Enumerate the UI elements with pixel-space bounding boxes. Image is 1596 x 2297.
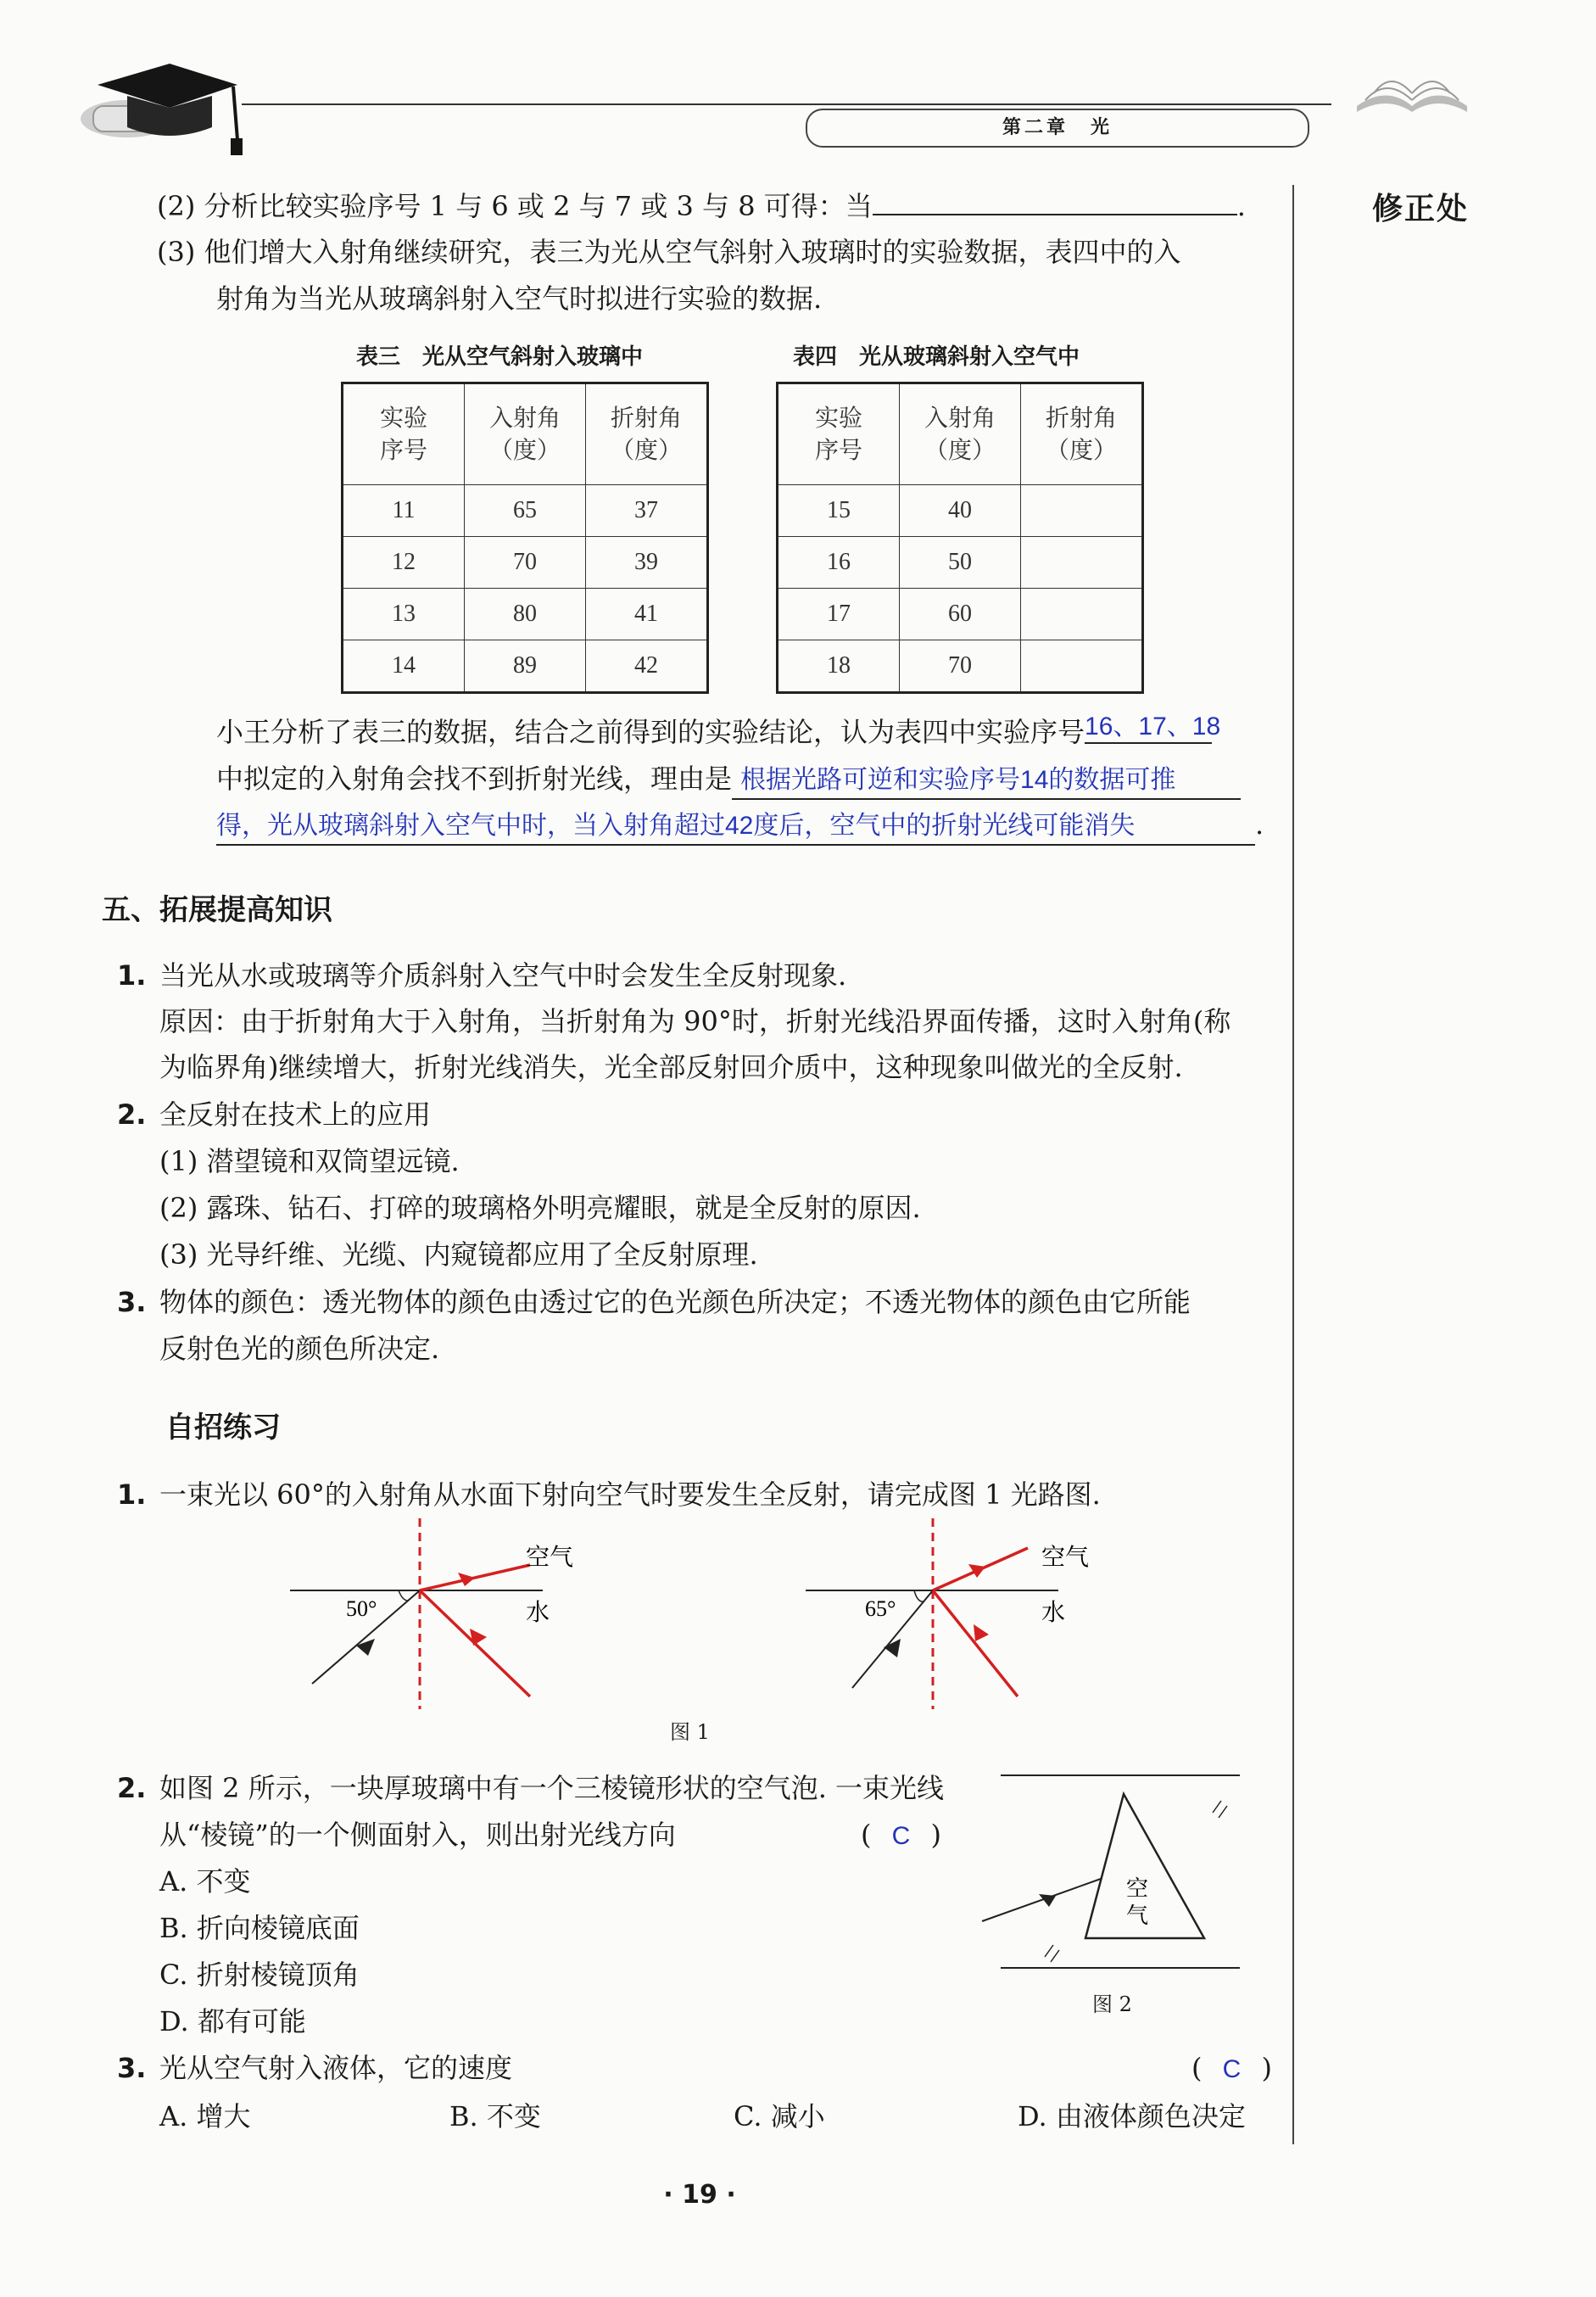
cell: 12 (343, 537, 465, 589)
open-book-icon (1353, 59, 1471, 119)
table-row (343, 485, 708, 537)
angle-label-left: 50° (346, 1596, 377, 1621)
cell: 13 (343, 589, 465, 640)
table-row (778, 640, 1143, 693)
answer-bracket: ( C ) (861, 1818, 941, 1853)
table4 (776, 382, 1144, 694)
header-cell: 折射角 （度） (1021, 383, 1143, 485)
empty-cell[interactable] (1021, 640, 1143, 693)
cell: 42 (586, 640, 708, 693)
answer-reason-2[interactable]: 得，光从玻璃斜射入空气中时，当入射角超过42度后，空气中的折射光线可能消失 (216, 813, 1255, 846)
air-char-1: 空 (1126, 1876, 1149, 1902)
light-ray (982, 1879, 1101, 1921)
option-d[interactable]: D. 由液体颜色决定 (1018, 2100, 1246, 2132)
cell: 70 (465, 537, 586, 589)
cell: 40 (900, 485, 1021, 537)
item-number: 2. (117, 1772, 147, 1804)
figure-2 (975, 1760, 1255, 1981)
answer-bracket: ( C ) (1191, 2051, 1272, 2087)
cell: 14 (343, 640, 465, 693)
header-rule (242, 103, 1331, 105)
table3 (341, 382, 709, 694)
answer-blank[interactable] (873, 188, 1237, 215)
period: . (1255, 808, 1264, 841)
table-row (778, 485, 1143, 537)
item-number: 2. (117, 1098, 147, 1131)
cell: 37 (586, 485, 708, 537)
item-1-line3: 为临界角)继续增大，折射光线消失，光全部反射回介质中，这种现象叫做光的全反射. (159, 1051, 1183, 1083)
item-number: 1. (117, 1478, 147, 1511)
figure-2-caption: 图 2 (1092, 1992, 1132, 2016)
graduation-cap-icon (76, 47, 246, 157)
figure-1[interactable] (280, 1518, 1128, 1713)
cell: 65 (465, 485, 586, 537)
page-number: · 19 · (663, 2180, 736, 2210)
header-cell: 实验 序号 (778, 383, 900, 485)
option-b[interactable]: B. 折向棱镜底面 (159, 1912, 360, 1944)
cell: 50 (900, 537, 1021, 589)
header-cell: 入射角 （度） (900, 383, 1021, 485)
item-2-sub3: (3) 光导纤维、光缆、内窥镜都应用了全反射原理. (159, 1238, 758, 1271)
cell: 60 (900, 589, 1021, 640)
table-row (343, 589, 708, 640)
practice-2-line2: 从“棱镜”的一个侧面射入，则出射光线方向 (159, 1819, 676, 1851)
question-3-line1: (3) 他们增大入射角继续研究，表三为光从空气斜射入玻璃时的实验数据，表四中的入 (157, 236, 1181, 268)
cell: 16 (778, 537, 900, 589)
empty-cell[interactable] (1021, 485, 1143, 537)
option-d[interactable]: D. 都有可能 (159, 2005, 306, 2037)
analysis-text: 小王分析了表三的数据，结合之前得到的实验结论，认为表四中实验序号 (216, 716, 1085, 748)
answer-reason-1[interactable]: 根据光路可逆和实验序号14的数据可推 (732, 768, 1241, 800)
cell: 18 (778, 640, 900, 693)
answer-choice[interactable]: C (1222, 2055, 1242, 2083)
option-a[interactable]: A. 增大 (159, 2100, 251, 2132)
cell: 41 (586, 589, 708, 640)
practice-1-text: 一束光以 60°的入射角从水面下射向空气时要发生全反射，请完成图 1 光路图. (159, 1478, 1101, 1511)
table-row (343, 537, 708, 589)
water-label: 水 (526, 1598, 550, 1626)
option-b[interactable]: B. 不变 (449, 2100, 541, 2132)
practice-title: 自招练习 (165, 1411, 281, 1445)
practice-2-line1: 如图 2 所示，一块厚玻璃中有一个三棱镜形状的空气泡. 一束光线 (159, 1772, 945, 1804)
empty-cell[interactable] (1021, 589, 1143, 640)
water-label: 水 (1041, 1598, 1066, 1626)
analysis-line2 (216, 762, 1241, 800)
table-row (778, 537, 1143, 589)
cell: 39 (586, 537, 708, 589)
cell: 17 (778, 589, 900, 640)
side-label: 修正处 (1372, 192, 1470, 226)
cell: 80 (465, 589, 586, 640)
option-c[interactable]: C. 折射棱镜顶角 (159, 1959, 360, 1991)
air-label: 空气 (1041, 1543, 1090, 1571)
air-char-2: 气 (1126, 1903, 1149, 1929)
header-cell: 实验 序号 (343, 383, 465, 485)
answer-serials[interactable]: 16、17、18 (1085, 715, 1212, 744)
item-2-sub2: (2) 露珠、钻石、打碎的玻璃格外明亮耀眼，就是全反射的原因. (159, 1192, 921, 1224)
item-number: 1. (117, 959, 147, 992)
angle-label-right: 65° (865, 1596, 896, 1621)
item-number: 3. (117, 1286, 147, 1318)
header-cell: 折射角 （度） (586, 383, 708, 485)
period: . (1236, 190, 1246, 222)
chapter-tab (806, 109, 1309, 148)
option-a[interactable]: A. 不变 (159, 1865, 251, 1897)
cell: 11 (343, 485, 465, 537)
table-header-row (778, 383, 1143, 485)
item-3-line1: 物体的颜色：透光物体的颜色由透过它的色光颜色所决定；不透光物体的颜色由它所能 (159, 1286, 1191, 1318)
empty-cell[interactable] (1021, 537, 1143, 589)
cell: 70 (900, 640, 1021, 693)
item-1-line2: 原因：由于折射角大于入射角，当折射角为 90°时，折射光线沿界面传播，这时入射角(称 (159, 1005, 1231, 1037)
question-3-line2: 射角为当光从玻璃斜射入空气时拟进行实验的数据. (216, 282, 823, 315)
margin-rule (1292, 185, 1294, 2144)
item-2-sub1: (1) 潜望镜和双筒望远镜. (159, 1145, 460, 1177)
analysis-text: 中拟定的入射角会找不到折射光线，理由是 (216, 763, 733, 795)
table-header-row (343, 383, 708, 485)
cell: 15 (778, 485, 900, 537)
header-cell: 入射角 （度） (465, 383, 586, 485)
item-2-line1: 全反射在技术上的应用 (159, 1098, 432, 1131)
practice-3-text: 光从空气射入液体，它的速度 (159, 2052, 513, 2084)
figure-1-caption: 图 1 (670, 1720, 710, 1744)
answer-choice[interactable]: C (891, 1822, 911, 1850)
question-2-text: (2) 分析比较实验序号 1 与 6 或 2 与 7 或 3 与 8 可得：当 (157, 190, 873, 222)
question-2 (157, 188, 1246, 223)
analysis-line3 (216, 808, 1264, 846)
table4-caption: 表四 光从玻璃斜射入空气中 (793, 344, 1080, 370)
table-row (778, 589, 1143, 640)
air-label: 空气 (526, 1543, 574, 1571)
item-number: 3. (117, 2052, 147, 2084)
table-row (343, 640, 708, 693)
section-5-title: 五、拓展提高知识 (102, 893, 332, 927)
chapter-title: 第二章 光 (1002, 117, 1113, 138)
option-c[interactable]: C. 减小 (734, 2100, 825, 2132)
cell: 89 (465, 640, 586, 693)
table3-caption: 表三 光从空气斜射入玻璃中 (356, 344, 644, 370)
analysis-line1 (216, 713, 1221, 749)
item-1-line1: 当光从水或玻璃等介质斜射入空气中时会发生全反射现象. (159, 959, 847, 992)
item-3-line2: 反射色光的颜色所决定. (159, 1333, 440, 1365)
